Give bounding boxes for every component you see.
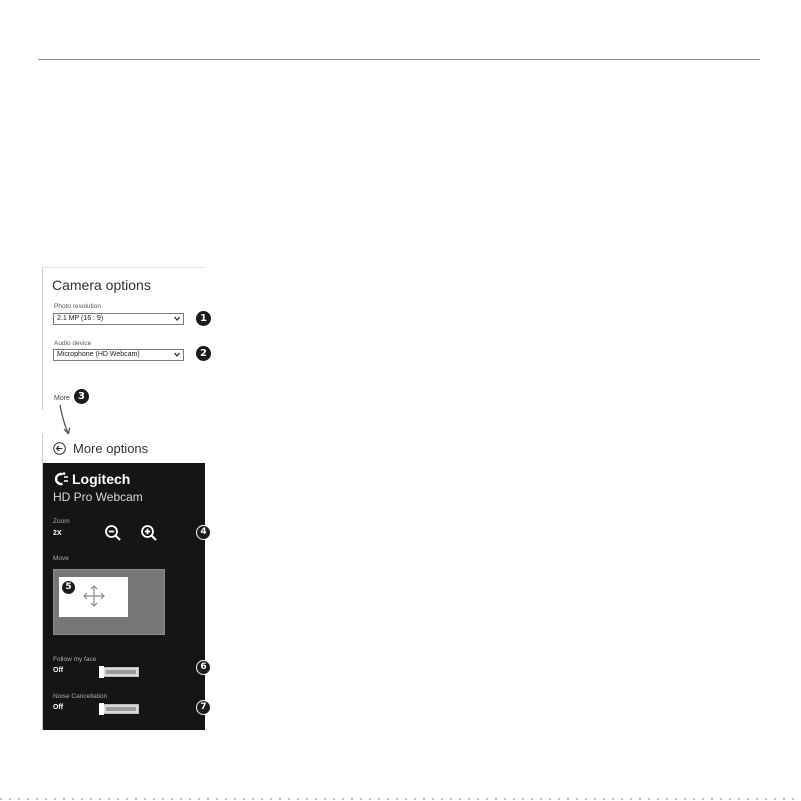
photo-resolution-select[interactable] — [53, 313, 184, 325]
audio-device-label: Audio device — [54, 340, 92, 347]
zoom-value: 2X — [53, 530, 62, 537]
product-name: HD Pro Webcam — [53, 490, 143, 504]
toggle-knob — [99, 666, 104, 678]
camera-options-panel — [42, 267, 205, 410]
zoom-out-icon[interactable] — [104, 524, 122, 542]
noise-cancellation-value: Off — [53, 704, 64, 711]
toggle-track — [106, 670, 136, 674]
back-arrow-icon[interactable] — [53, 442, 66, 455]
zoom-in-icon[interactable] — [140, 524, 158, 542]
callout-5: 5 — [61, 580, 76, 595]
toggle-knob — [99, 703, 104, 715]
follow-face-value: Off — [53, 667, 64, 674]
callout-3: 3 — [74, 389, 89, 404]
audio-device-select[interactable] — [53, 349, 184, 361]
more-options-title: More options — [73, 441, 149, 456]
chevron-down-icon — [174, 315, 180, 322]
page-top-divider — [38, 59, 760, 60]
zoom-label: Zoom — [53, 518, 70, 525]
audio-device-value: Microphone (HD Webcam) — [57, 351, 140, 358]
move-arrows-icon — [82, 584, 106, 608]
chevron-down-icon — [174, 351, 180, 358]
noise-cancellation-toggle[interactable] — [99, 704, 139, 714]
brand-row — [53, 471, 130, 487]
move-pad[interactable] — [53, 569, 165, 635]
move-label: Move — [53, 555, 69, 562]
follow-face-toggle[interactable] — [99, 667, 139, 677]
callout-2: 2 — [196, 346, 211, 361]
connector-arrow-icon — [58, 404, 78, 436]
callout-6: 6 — [196, 660, 211, 675]
more-options-header — [43, 434, 205, 464]
brand-name: Logitech — [72, 471, 131, 487]
callout-1: 1 — [196, 311, 211, 326]
camera-options-title: Camera options — [52, 277, 151, 293]
photo-resolution-value: 2.1 MP (16 : 9) — [57, 315, 104, 322]
noise-cancellation-label: Noise Cancellation — [53, 693, 108, 700]
callout-4: 4 — [196, 525, 211, 540]
toggle-track — [106, 707, 136, 711]
more-link[interactable]: More — [54, 395, 70, 402]
page-bottom-edge — [0, 798, 801, 800]
follow-face-label: Follow my face — [53, 656, 97, 663]
photo-resolution-label: Photo resolution — [54, 303, 101, 310]
callout-7: 7 — [196, 700, 211, 715]
webcam-settings-area — [43, 463, 205, 730]
logitech-logo — [53, 471, 69, 487]
